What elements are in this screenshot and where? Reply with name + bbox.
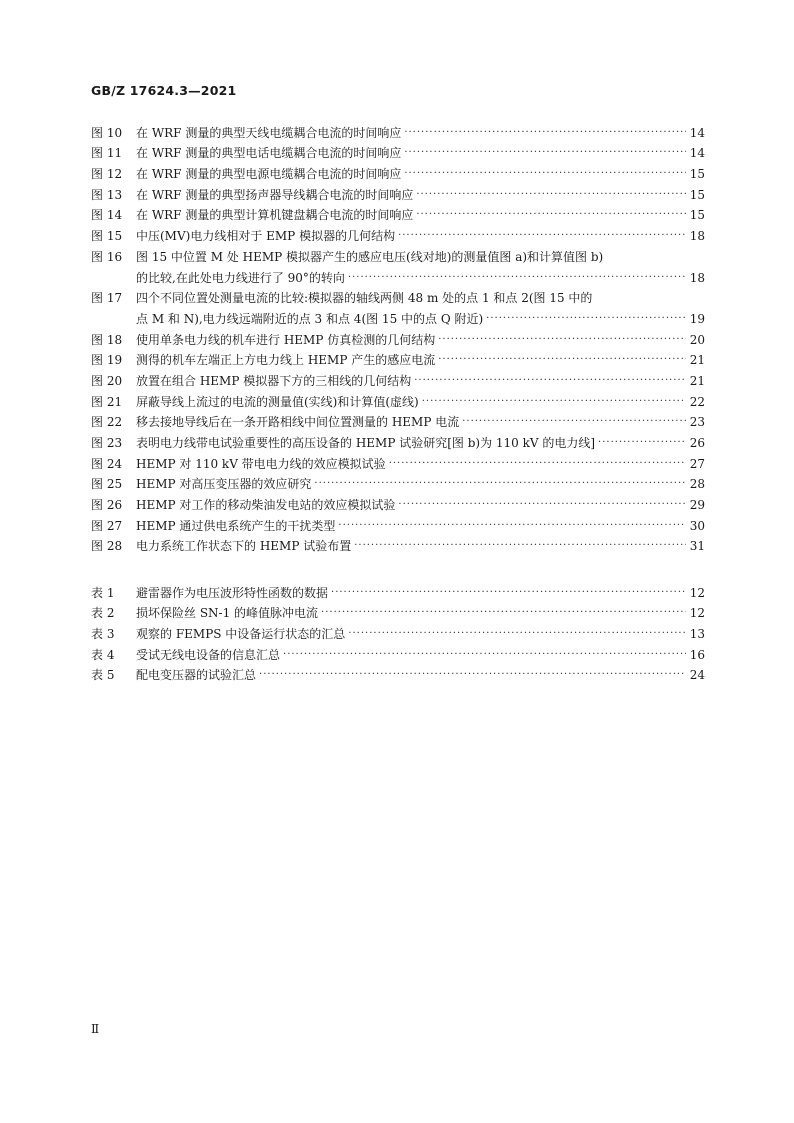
entry-page: 20 xyxy=(689,332,705,347)
entry-label: 图 12 xyxy=(91,167,123,182)
entry-title: HEMP 对高压变压器的效应研究 xyxy=(136,477,312,492)
leader-dots xyxy=(438,333,686,347)
entry-label: 图 16 xyxy=(91,249,123,264)
leader-dots xyxy=(398,229,686,243)
toc-entry[interactable] xyxy=(91,202,705,223)
entry-label: 图 23 xyxy=(91,436,123,450)
toc-entry[interactable] xyxy=(91,388,705,409)
toc-entry[interactable] xyxy=(91,471,705,492)
entry-title: 屏蔽导线上流过的电流的测量值(实线)和计算值(虚线) xyxy=(136,394,419,409)
entry-title: 使用单条电力线的机车进行 HEMP 仿真检测的几何结构 xyxy=(136,332,436,347)
toc-entry[interactable] xyxy=(91,600,705,621)
entry-label: 表 3 xyxy=(91,627,115,642)
leader-dots xyxy=(259,668,686,682)
entry-title: 在 WRF 测量的典型电话电缆耦合电流的时间响应 xyxy=(136,146,402,161)
entry-label: 图 13 xyxy=(91,187,123,202)
leader-dots xyxy=(438,353,686,367)
leader-dots xyxy=(422,395,686,409)
entry-page: 15 xyxy=(689,167,705,182)
entry-title-line2: 点 M 和 N),电力线远端附近的点 3 和点 4(图 15 中的点 Q 附近) xyxy=(136,311,484,326)
figure-list xyxy=(91,119,705,553)
entry-title: 配电变压器的试验汇总 xyxy=(136,668,257,683)
entry-page: 21 xyxy=(689,373,705,388)
leader-dots xyxy=(404,126,686,140)
entry-page: 28 xyxy=(689,477,705,492)
toc-entry[interactable] xyxy=(91,662,705,683)
entry-label: 表 2 xyxy=(91,606,115,621)
entry-label: 图 28 xyxy=(91,539,123,554)
entry-page: 21 xyxy=(689,353,705,368)
entry-label: 图 18 xyxy=(91,332,123,347)
entry-page: 14 xyxy=(689,125,705,140)
entry-title: HEMP 对工作的移动柴油发电站的效应模拟试验 xyxy=(136,498,396,513)
toc-entry[interactable] xyxy=(91,285,705,326)
leader-dots xyxy=(404,146,686,160)
entry-title: 受试无线电设备的信息汇总 xyxy=(136,647,281,662)
leader-dots xyxy=(404,167,686,181)
leader-dots xyxy=(314,477,686,491)
entry-title: 表明电力线带电试验重要性的高压设备的 HEMP 试验研究[图 b)为 110 kV 的电力线] xyxy=(136,436,596,450)
entry-title: 在 WRF 测量的典型计算机键盘耦合电流的时间响应 xyxy=(136,208,414,223)
entry-page: 15 xyxy=(689,208,705,223)
entry-label: 图 24 xyxy=(91,456,123,471)
entry-title: 放置在组合 HEMP 模拟器下方的三相线的几何结构 xyxy=(136,373,412,388)
entry-page: 18 xyxy=(689,270,705,285)
entry-page: 27 xyxy=(689,456,705,471)
entry-label: 图 27 xyxy=(91,518,123,533)
entry-page: 16 xyxy=(689,647,705,662)
toc-entry[interactable] xyxy=(91,181,705,202)
entry-title: 避雷器作为电压波形特性函数的数据 xyxy=(136,585,329,600)
toc-entry[interactable] xyxy=(91,450,705,471)
leader-dots xyxy=(416,188,686,202)
leader-dots xyxy=(321,606,686,620)
entry-title: HEMP 通过供电系统产生的干扰类型 xyxy=(136,518,336,533)
entry-title-line2: 的比较,在此处电力线进行了 90°的转向 xyxy=(136,270,345,285)
entry-title: HEMP 对 110 kV 带电电力线的效应模拟试验 xyxy=(136,456,386,471)
entry-page: 12 xyxy=(689,585,705,600)
entry-label: 图 26 xyxy=(91,498,123,513)
toc-entry[interactable] xyxy=(91,140,705,161)
entry-page: 14 xyxy=(689,146,705,161)
table-list xyxy=(91,579,705,682)
entry-label: 表 1 xyxy=(91,585,115,600)
entry-title: 观察的 FEMPS 中设备运行状态的汇总 xyxy=(136,627,346,642)
leader-dots xyxy=(348,627,686,641)
toc-entry[interactable] xyxy=(91,243,705,284)
toc-entry[interactable] xyxy=(91,491,705,512)
entry-page: 23 xyxy=(689,415,705,430)
toc-entry[interactable] xyxy=(91,160,705,181)
entry-page: 18 xyxy=(689,229,705,244)
entry-page: 24 xyxy=(689,668,705,683)
toc-entry[interactable] xyxy=(91,641,705,662)
entry-label: 图 14 xyxy=(91,208,123,223)
entry-label: 图 20 xyxy=(91,373,123,388)
entry-title: 移去接地导线后在一条开路相线中间位置测量的 HEMP 电流 xyxy=(136,415,460,430)
leader-dots xyxy=(331,586,686,600)
entry-label: 图 10 xyxy=(91,125,123,140)
entry-page: 26 xyxy=(689,436,705,450)
entry-page: 29 xyxy=(689,498,705,513)
leader-dots xyxy=(354,539,686,553)
entry-page: 13 xyxy=(689,627,705,642)
entry-title: 在 WRF 测量的典型扬声器导线耦合电流的时间响应 xyxy=(136,187,414,202)
entry-page: 15 xyxy=(689,187,705,202)
toc-entry[interactable] xyxy=(91,326,705,347)
entry-title: 在 WRF 测量的典型电源电缆耦合电流的时间响应 xyxy=(136,167,402,182)
entry-label: 图 22 xyxy=(91,415,123,430)
leader-dots xyxy=(416,208,686,222)
entry-page: 12 xyxy=(689,606,705,621)
entry-label: 图 15 xyxy=(91,229,123,244)
toc-entry[interactable] xyxy=(91,119,705,140)
toc-entry[interactable] xyxy=(91,409,705,430)
toc-entry[interactable] xyxy=(91,620,705,641)
entry-title: 测得的机车左端正上方电力线上 HEMP 产生的感应电流 xyxy=(136,353,436,368)
leader-dots xyxy=(398,498,686,512)
entry-page: 31 xyxy=(689,539,705,554)
entry-title: 中压(MV)电力线相对于 EMP 模拟器的几何结构 xyxy=(136,229,396,244)
entry-label: 图 19 xyxy=(91,353,123,368)
entry-page: 19 xyxy=(689,311,705,326)
entry-title: 电力系统工作状态下的 HEMP 试验布置 xyxy=(136,539,352,554)
entry-title: 在 WRF 测量的典型天线电缆耦合电流的时间响应 xyxy=(136,125,402,140)
toc-entry[interactable] xyxy=(91,222,705,243)
entry-label: 表 4 xyxy=(91,647,115,662)
standard-code: GB/Z 17624.3—2021 xyxy=(91,83,237,98)
entry-label: 图 17 xyxy=(91,291,123,306)
leader-dots xyxy=(462,415,686,429)
entry-page: 30 xyxy=(689,518,705,533)
leader-dots xyxy=(389,457,686,471)
entry-label: 表 5 xyxy=(91,668,115,683)
entry-label: 图 21 xyxy=(91,394,123,409)
toc-entry[interactable] xyxy=(91,367,705,388)
page-number: Ⅱ xyxy=(91,1022,100,1036)
entry-label: 图 11 xyxy=(91,146,123,161)
leader-dots xyxy=(348,271,686,285)
leader-dots xyxy=(338,519,686,533)
entry-title-line1: 四个不同位置处测量电流的比较:模拟器的轴线两侧 48 m 处的点 1 和点 2(图 15 中的 xyxy=(136,291,593,306)
toc-entry[interactable] xyxy=(91,347,705,368)
entry-page: 22 xyxy=(689,394,705,409)
entry-title-line1: 图 15 中位置 M 处 HEMP 模拟器产生的感应电压(线对地)的测量值图 a)和计算值图 b) xyxy=(136,249,604,264)
toc-entry[interactable] xyxy=(91,512,705,533)
entry-title: 损坏保险丝 SN-1 的峰值脉冲电流 xyxy=(136,606,319,621)
leader-dots xyxy=(414,374,686,388)
leader-dots xyxy=(598,436,686,450)
toc-entry[interactable] xyxy=(91,533,705,554)
entry-label: 图 25 xyxy=(91,477,123,492)
leader-dots xyxy=(486,312,686,326)
toc-entry[interactable] xyxy=(91,429,705,450)
leader-dots xyxy=(283,648,686,662)
toc-entry[interactable] xyxy=(91,579,705,600)
